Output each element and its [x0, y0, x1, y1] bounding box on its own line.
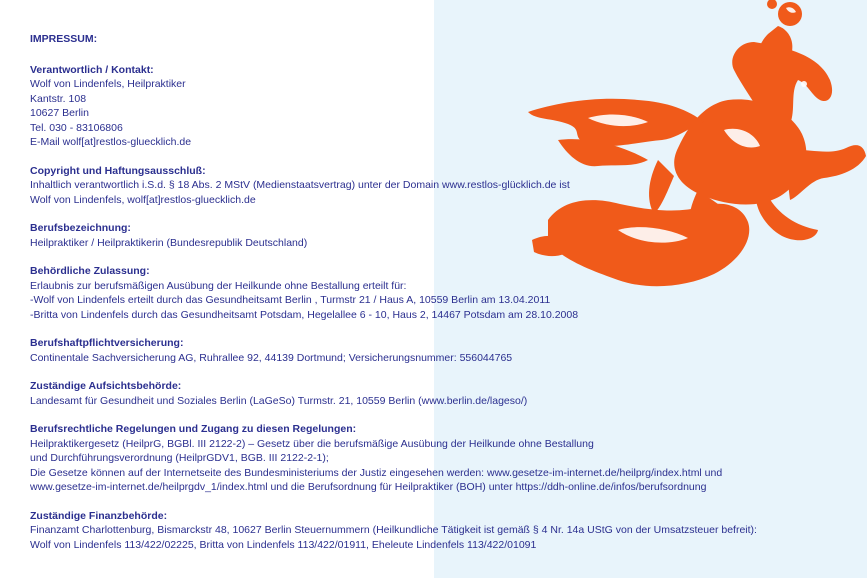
section-regulations	[30, 422, 850, 495]
section-supervisory-authority	[30, 379, 850, 408]
section-line: Kantstr. 108	[30, 92, 87, 105]
section-line: Continentale Sachversicherung AG, Ruhrallee 92, 44139 Dortmund; Versicherungsnummer: 556044765	[30, 351, 513, 364]
section-heading: Berufshaftpflichtversicherung:	[30, 337, 184, 349]
section-line: 10627 Berlin	[30, 107, 89, 119]
section-line: Die Gesetze können auf der Internetseite des Bundesministeriums der Justiz eingesehen werden: www.gesetze-im-internet.de/heilprg/index.html und	[30, 466, 723, 479]
section-line: Tel. 030 - 83106806	[30, 121, 123, 134]
section-line: und Durchführungsverordnung (HeilprGDV1, BGB. III 2122-2-1);	[30, 452, 329, 464]
section-line: Heilpraktiker / Heilpraktikerin (Bundesrepublik Deutschland)	[30, 236, 308, 249]
section-insurance	[30, 336, 850, 365]
section-line: Landesamt für Gesundheit und Soziales Berlin (LaGeSo) Turmstr. 21, 10559 Berlin (www.berlin.de/lageso/)	[30, 394, 528, 407]
section-line: Wolf von Lindenfels, wolf[at]restlos-gluecklich.de	[30, 193, 256, 206]
section-heading: Berufsbezeichnung:	[30, 222, 131, 234]
section-line: -Britta von Lindenfels durch das Gesundheitsamt Potsdam, Hegelallee 6 - 10, Haus 2, 14467 Potsdam am 28.10.2008	[30, 308, 579, 321]
page-title: IMPRESSUM:	[30, 33, 98, 45]
section-line: Heilpraktikergesetz (HeilprG, BGBl. III 2122-2) – Gesetz über die berufsmäßige Ausübung der Heilkunde ohne Bestallung	[30, 437, 594, 450]
section-license	[30, 264, 850, 322]
section-profession	[30, 221, 850, 250]
email-line: E-Mail wolf[at]restlos-gluecklich.de	[30, 136, 192, 148]
section-line: www.gesetze-im-internet.de/heilprgdv_1/index.html und die Berufsordnung für Heilpraktiker (BOH) unter https://ddh-online.de/infos/berufsordnung	[30, 481, 707, 493]
section-contact	[30, 63, 850, 150]
section-line: Inhaltlich verantwortlich i.S.d. § 18 Abs. 2 MStV (Medienstaatsvertrag) unter der Domain www.restlos-glücklich.de ist	[30, 179, 570, 191]
section-heading: Verantwortlich / Kontakt:	[30, 63, 154, 76]
section-heading: Copyright und Haftungsausschluß:	[30, 164, 206, 177]
section-copyright	[30, 164, 850, 208]
impressum-content	[30, 32, 850, 566]
section-line: -Wolf von Lindenfels erteilt durch das Gesundheitsamt Berlin , Turmstr 21 / Haus A, 10559 Berlin am 13.04.2011	[30, 294, 551, 306]
section-line: Erlaubnis zur berufsmäßigen Ausübung der Heilkunde ohne Bestallung erteilt für:	[30, 279, 407, 292]
section-line: Finanzamt Charlottenburg, Bismarckstr 48, 10627 Berlin Steuernummern (Heilkundliche Tätigkeit ist gemäß § 4 Nr. 14a UStG von der Umsatzsteuer befreit):	[30, 524, 757, 536]
section-line: Wolf von Lindenfels, Heilpraktiker	[30, 78, 186, 90]
section-heading: Berufsrechtliche Regelungen und Zugang zu diesen Regelungen:	[30, 423, 357, 435]
section-heading: Zuständige Finanzbehörde:	[30, 509, 168, 522]
section-line: Wolf von Lindenfels 113/422/02225, Britta von Lindenfels 113/422/01911, Eheleute Lindenfels 113/422/01091	[30, 538, 537, 551]
section-heading: Behördliche Zulassung:	[30, 265, 150, 277]
section-heading: Zuständige Aufsichtsbehörde:	[30, 380, 182, 392]
section-tax-office	[30, 509, 850, 553]
